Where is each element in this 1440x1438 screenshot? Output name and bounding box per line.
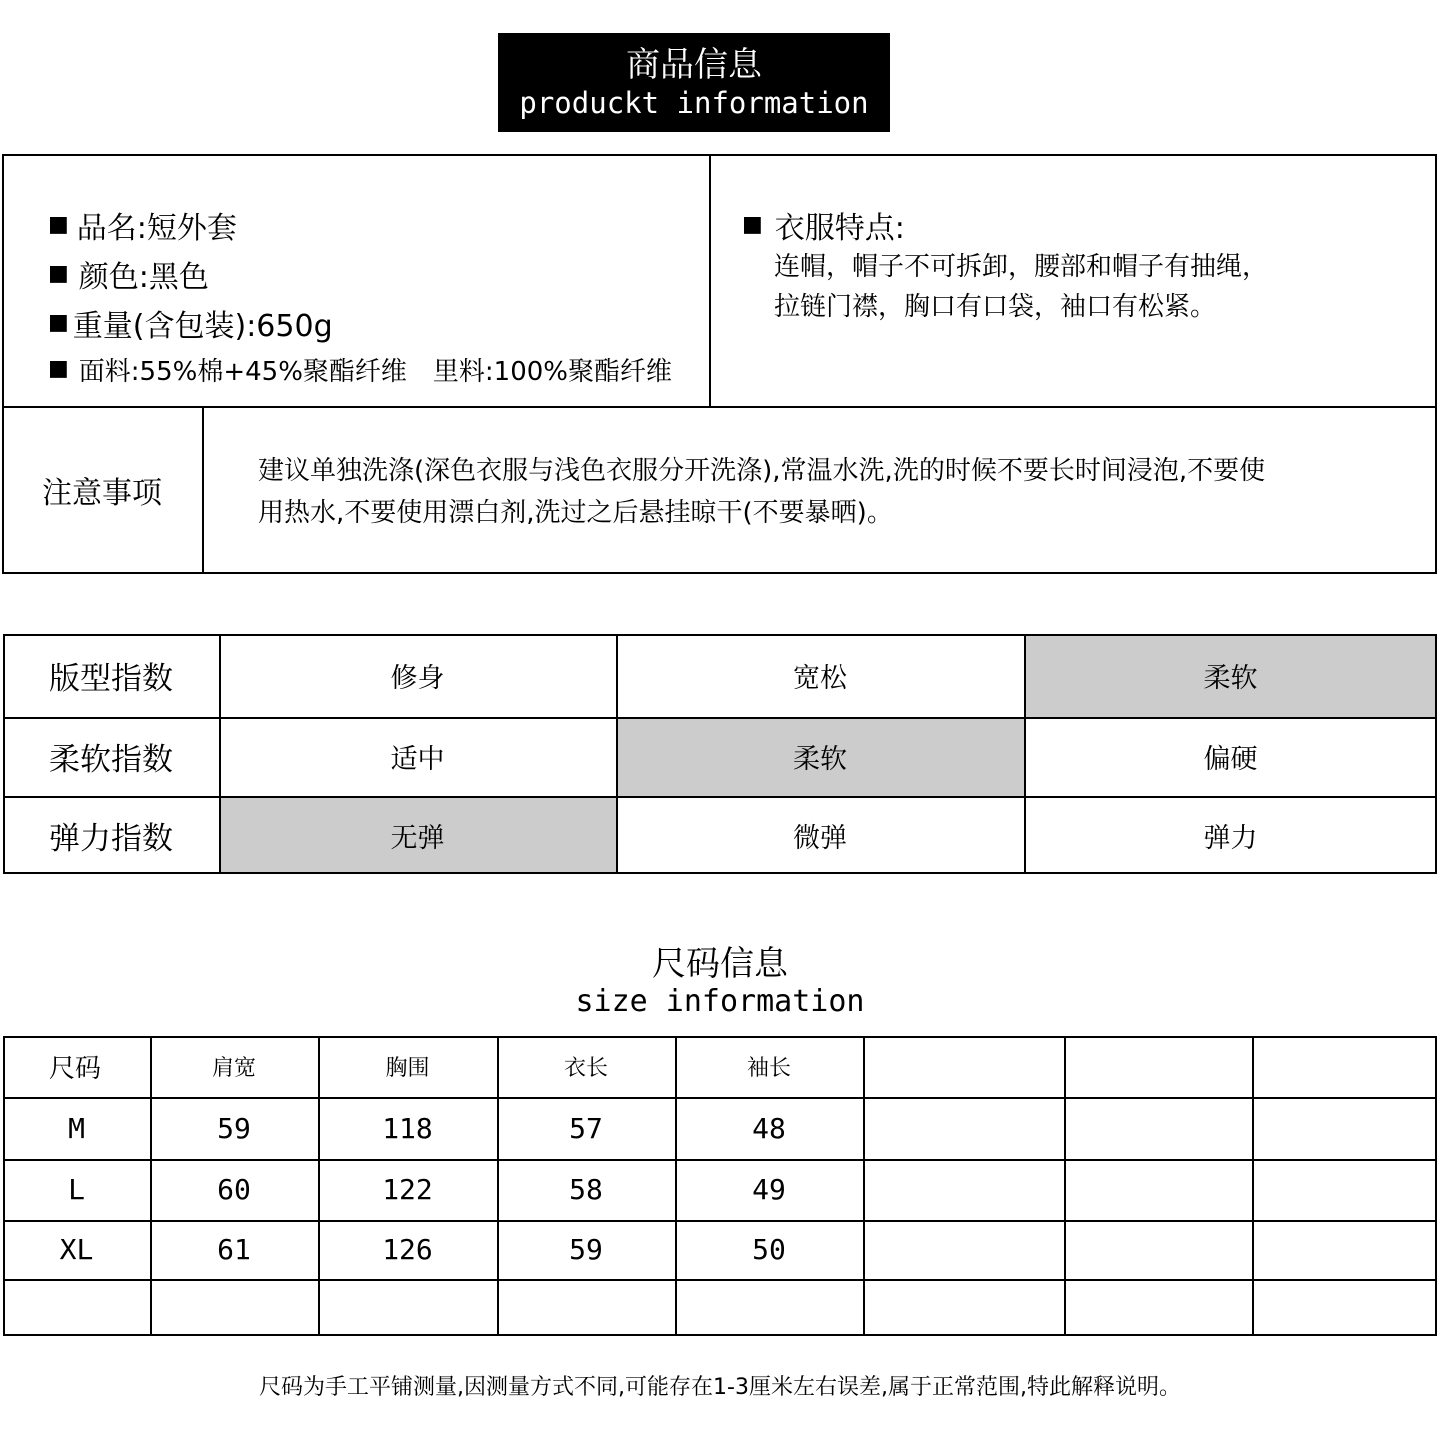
index-option: 偏硬 xyxy=(1203,744,1258,775)
grid-line xyxy=(3,1279,1437,1281)
features-section xyxy=(742,205,1422,327)
size-cell: 57 xyxy=(569,1111,603,1145)
bullet-icon: ■ xyxy=(48,212,69,237)
size-cell: 59 xyxy=(217,1111,251,1145)
size-title-en: size information xyxy=(575,984,865,1019)
size-cell xyxy=(1064,1279,1252,1336)
notice-line: 用热水,不要使用漂白剂,洗过之后悬挂晾干(不要暴晒)。 xyxy=(258,498,893,528)
index-row-label: 柔软指数 xyxy=(49,742,173,778)
header-title-en: produckt information xyxy=(519,86,869,120)
size-header-cell: 袖长 xyxy=(746,1056,791,1081)
index-row-label: 版型指数 xyxy=(49,661,173,697)
size-cell: 49 xyxy=(752,1173,786,1206)
index-option: 弹力 xyxy=(1203,822,1258,854)
notice-text xyxy=(258,450,1408,534)
grid-line xyxy=(675,1036,677,1336)
size-cell: XL xyxy=(59,1233,94,1266)
size-cell xyxy=(863,1159,1064,1220)
size-cell: 118 xyxy=(382,1111,433,1145)
product-color: 颜色:黑色 xyxy=(78,260,209,295)
product-material-row xyxy=(48,349,698,389)
bullet-icon: ■ xyxy=(48,310,69,335)
size-cell xyxy=(318,1279,497,1336)
grid-line xyxy=(1435,634,1437,874)
size-cell xyxy=(1252,1220,1437,1279)
size-cell: 58 xyxy=(569,1173,603,1206)
size-cell: M xyxy=(68,1111,85,1145)
size-cell xyxy=(3,1279,150,1336)
grid-line xyxy=(3,1036,1437,1038)
size-title-zh: 尺码信息 xyxy=(652,944,788,984)
size-cell: 60 xyxy=(217,1173,251,1206)
grid-line xyxy=(3,1220,1437,1222)
product-material: 面料:55%棉+45%聚酯纤维 里料:100%聚酯纤维 xyxy=(78,356,673,387)
grid-line xyxy=(863,1036,865,1336)
size-cell: L xyxy=(68,1173,85,1206)
grid-line xyxy=(3,1334,1437,1336)
bullet-icon: ■ xyxy=(48,261,69,286)
size-cell: 59 xyxy=(569,1233,603,1266)
product-name-row xyxy=(48,205,698,245)
index-table xyxy=(3,634,1437,874)
size-cell xyxy=(863,1097,1064,1159)
features-line: 拉链门襟，胸口有口袋，袖口有松紧。 xyxy=(774,292,1217,322)
size-cell: 122 xyxy=(382,1173,433,1206)
index-option: 微弹 xyxy=(793,822,847,854)
size-cell xyxy=(863,1220,1064,1279)
divider xyxy=(2,406,1437,408)
size-header-cell xyxy=(1252,1036,1437,1097)
size-cell xyxy=(863,1279,1064,1336)
size-cell: 61 xyxy=(217,1233,251,1266)
size-header-cell xyxy=(1064,1036,1252,1097)
size-cell: 126 xyxy=(382,1233,433,1266)
product-weight-row xyxy=(48,303,698,343)
size-header-cell xyxy=(863,1036,1064,1097)
index-option-selected: 柔软 xyxy=(1024,634,1437,717)
divider xyxy=(202,406,204,574)
index-option-selected: 柔软 xyxy=(616,717,1024,796)
size-cell xyxy=(1064,1220,1252,1279)
size-cell xyxy=(150,1279,318,1336)
grid-line xyxy=(497,1036,499,1336)
size-note: 尺码为手工平铺测量,因测量方式不同,可能存在1-3厘米左右误差,属于正常范围,特此解释说明。 xyxy=(259,1375,1181,1400)
features-title-row xyxy=(742,205,1422,245)
index-option: 修身 xyxy=(390,663,445,694)
size-cell: 50 xyxy=(752,1233,786,1266)
size-cell xyxy=(1252,1279,1437,1336)
grid-line xyxy=(1024,634,1026,874)
bullet-icon: ■ xyxy=(742,212,763,237)
grid-line xyxy=(318,1036,320,1336)
grid-line xyxy=(3,634,5,874)
features-title: 衣服特点: xyxy=(774,211,905,246)
bullet-icon: ■ xyxy=(48,356,69,381)
divider xyxy=(709,154,711,407)
notice-label: 注意事项 xyxy=(42,476,162,511)
grid-line xyxy=(616,634,618,874)
grid-line xyxy=(3,1097,1437,1099)
index-option: 宽松 xyxy=(793,663,847,694)
size-cell xyxy=(1064,1097,1252,1159)
grid-line xyxy=(1064,1036,1066,1336)
header-title-zh: 商品信息 xyxy=(626,45,762,85)
features-line: 连帽，帽子不可拆卸，腰部和帽子有抽绳， xyxy=(774,252,1269,282)
product-weight: 重量(含包装):650g xyxy=(72,309,333,344)
product-name: 品名:短外套 xyxy=(76,211,237,246)
size-cell xyxy=(1252,1097,1437,1159)
index-option: 适中 xyxy=(390,744,445,775)
size-cell xyxy=(1064,1159,1252,1220)
size-header-cell: 肩宽 xyxy=(211,1056,256,1081)
size-header-cell: 衣长 xyxy=(563,1056,608,1081)
product-details xyxy=(48,205,698,389)
grid-line xyxy=(150,1036,152,1336)
size-table xyxy=(3,1036,1437,1336)
size-header-cell: 尺码 xyxy=(49,1054,102,1084)
size-header-cell: 胸围 xyxy=(385,1056,430,1081)
grid-line xyxy=(1435,1036,1437,1336)
index-row-label: 弹力指数 xyxy=(49,820,173,857)
index-option-selected: 无弹 xyxy=(219,796,616,874)
size-cell xyxy=(675,1279,863,1336)
size-info-heading xyxy=(520,944,920,1020)
size-cell: 48 xyxy=(752,1111,786,1145)
grid-line xyxy=(219,634,221,874)
grid-line xyxy=(3,1036,5,1336)
product-color-row xyxy=(48,254,698,294)
grid-line xyxy=(3,1159,1437,1161)
grid-line xyxy=(1252,1036,1254,1336)
header-banner xyxy=(498,33,890,132)
size-cell xyxy=(497,1279,675,1336)
notice-line: 建议单独洗涤(深色衣服与浅色衣服分开洗涤),常温水洗,洗的时候不要长时间浸泡,不要使 xyxy=(258,456,1266,486)
size-cell xyxy=(1252,1159,1437,1220)
